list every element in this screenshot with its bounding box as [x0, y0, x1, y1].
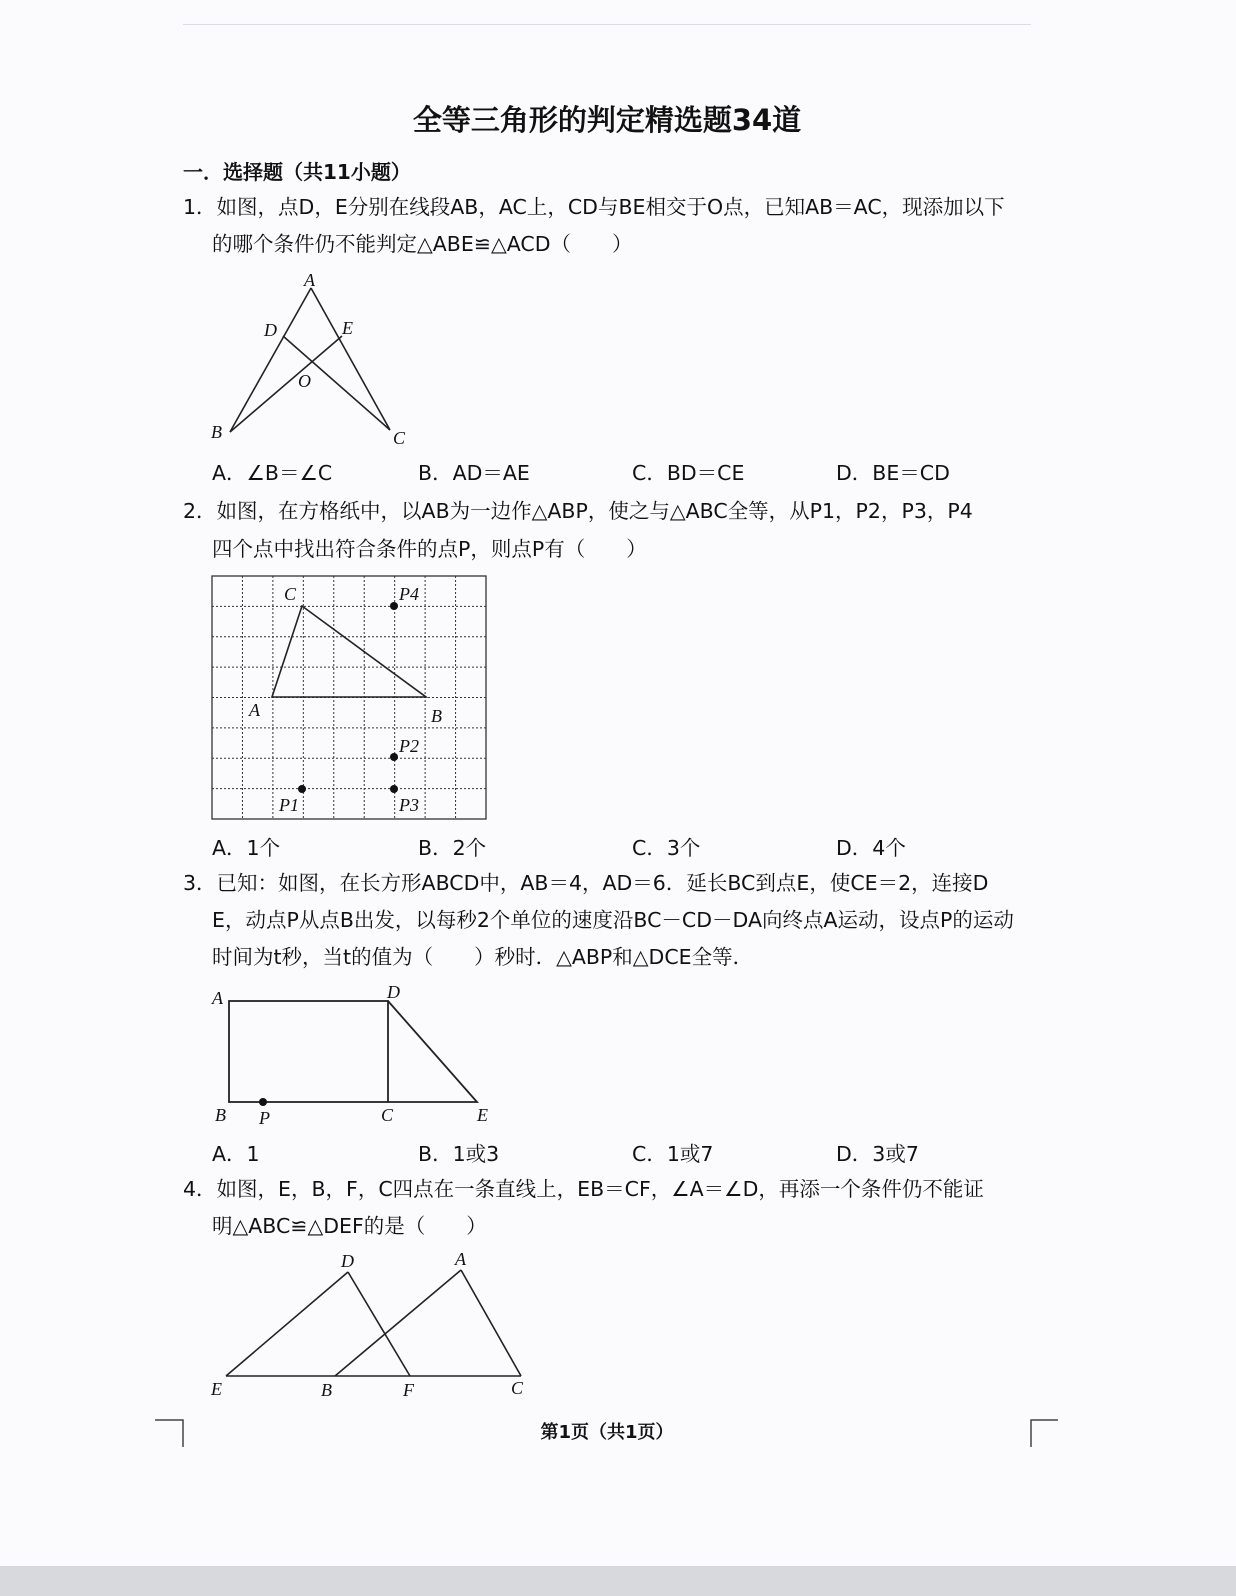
q2-option-b: B．2个 — [418, 836, 487, 860]
q3-label: C — [381, 1105, 394, 1125]
q2-label: P3 — [399, 795, 419, 815]
section-heading: 一．选择题（共11小题） — [183, 160, 411, 184]
q3-label: E — [477, 1105, 488, 1125]
q2-label: P1 — [279, 795, 299, 815]
q2-line: 2．如图，在方格纸中，以AB为一边作△ABP，使之与△ABC全等，从P1，P2，P3，P4 — [183, 499, 973, 523]
q1-figure — [230, 288, 390, 432]
q2-label: P4 — [399, 584, 419, 604]
q3-label: B — [215, 1105, 226, 1125]
q1-label: O — [298, 371, 311, 391]
q3-option-c: C．1或7 — [632, 1142, 714, 1166]
q4-figure — [226, 1270, 521, 1376]
q2-option-a: A．1个 — [212, 836, 281, 860]
q4-label: A — [455, 1249, 466, 1269]
q3-line: 3．已知：如图，在长方形ABCD中，AB＝4，AD＝6．延长BC到点E，使CE＝2，连接D — [183, 871, 989, 895]
q2-label: P2 — [399, 736, 419, 756]
q4-line: 明△ABC≌△DEF的是（ ） — [212, 1214, 487, 1238]
q4-line: 4．如图，E，B，F，C四点在一条直线上，EB＝CF，∠A＝∠D，再添一个条件仍不能证 — [183, 1177, 984, 1201]
q2-triangle — [272, 606, 426, 697]
q3-label: A — [212, 988, 223, 1008]
q1-option-c: C．BD＝CE — [632, 461, 745, 485]
q2-option-c: C．3个 — [632, 836, 701, 860]
q2-label: A — [249, 700, 260, 720]
q3-option-d: D．3或7 — [836, 1142, 919, 1166]
q3-line: E，动点P从点B出发，以每秒2个单位的速度沿BC－CD－DA向终点A运动，设点P的运动 — [212, 908, 1014, 932]
bottom-strip — [0, 1566, 1236, 1596]
q1-line: 1．如图，点D，E分别在线段AB，AC上，CD与BE相交于O点，已知AB＝AC，现添加以下 — [183, 195, 1005, 219]
q3-label: P — [259, 1108, 270, 1128]
q4-label: B — [321, 1380, 332, 1400]
q1-option-a: A．∠B＝∠C — [212, 461, 333, 485]
q1-label: D — [264, 320, 277, 340]
q2-points — [248, 584, 442, 815]
q1-option-b: B．AD＝AE — [418, 461, 530, 485]
q1-option-d: D．BE＝CD — [836, 461, 950, 485]
q3-option-b: B．1或3 — [418, 1142, 500, 1166]
q3-line: 时间为t秒，当t的值为（ ）秒时．△ABP和△DCE全等． — [212, 945, 754, 969]
q3-figure — [229, 1001, 477, 1102]
q2-option-d: D．4个 — [836, 836, 906, 860]
q4-label: E — [211, 1379, 222, 1399]
q4-label: D — [341, 1251, 354, 1271]
q4-label: F — [403, 1380, 414, 1400]
q1-line: 的哪个条件仍不能判定△ABE≌△ACD（ ） — [212, 232, 633, 256]
q1-label: E — [342, 318, 353, 338]
q3-label: D — [387, 982, 400, 1002]
q4-label: C — [511, 1378, 524, 1398]
q1-label: C — [393, 428, 406, 448]
page-footer: 第1页（共1页） — [540, 1422, 674, 1443]
q1-label: B — [211, 422, 222, 442]
q2-label: B — [431, 706, 442, 726]
q3-option-a: A．1 — [212, 1142, 260, 1166]
page-title: 全等三角形的判定精选题34道 — [412, 103, 802, 137]
q2-line: 四个点中找出符合条件的点P，则点P有（ ） — [212, 537, 647, 561]
q1-label: A — [304, 270, 315, 290]
q2-label: C — [284, 584, 297, 604]
